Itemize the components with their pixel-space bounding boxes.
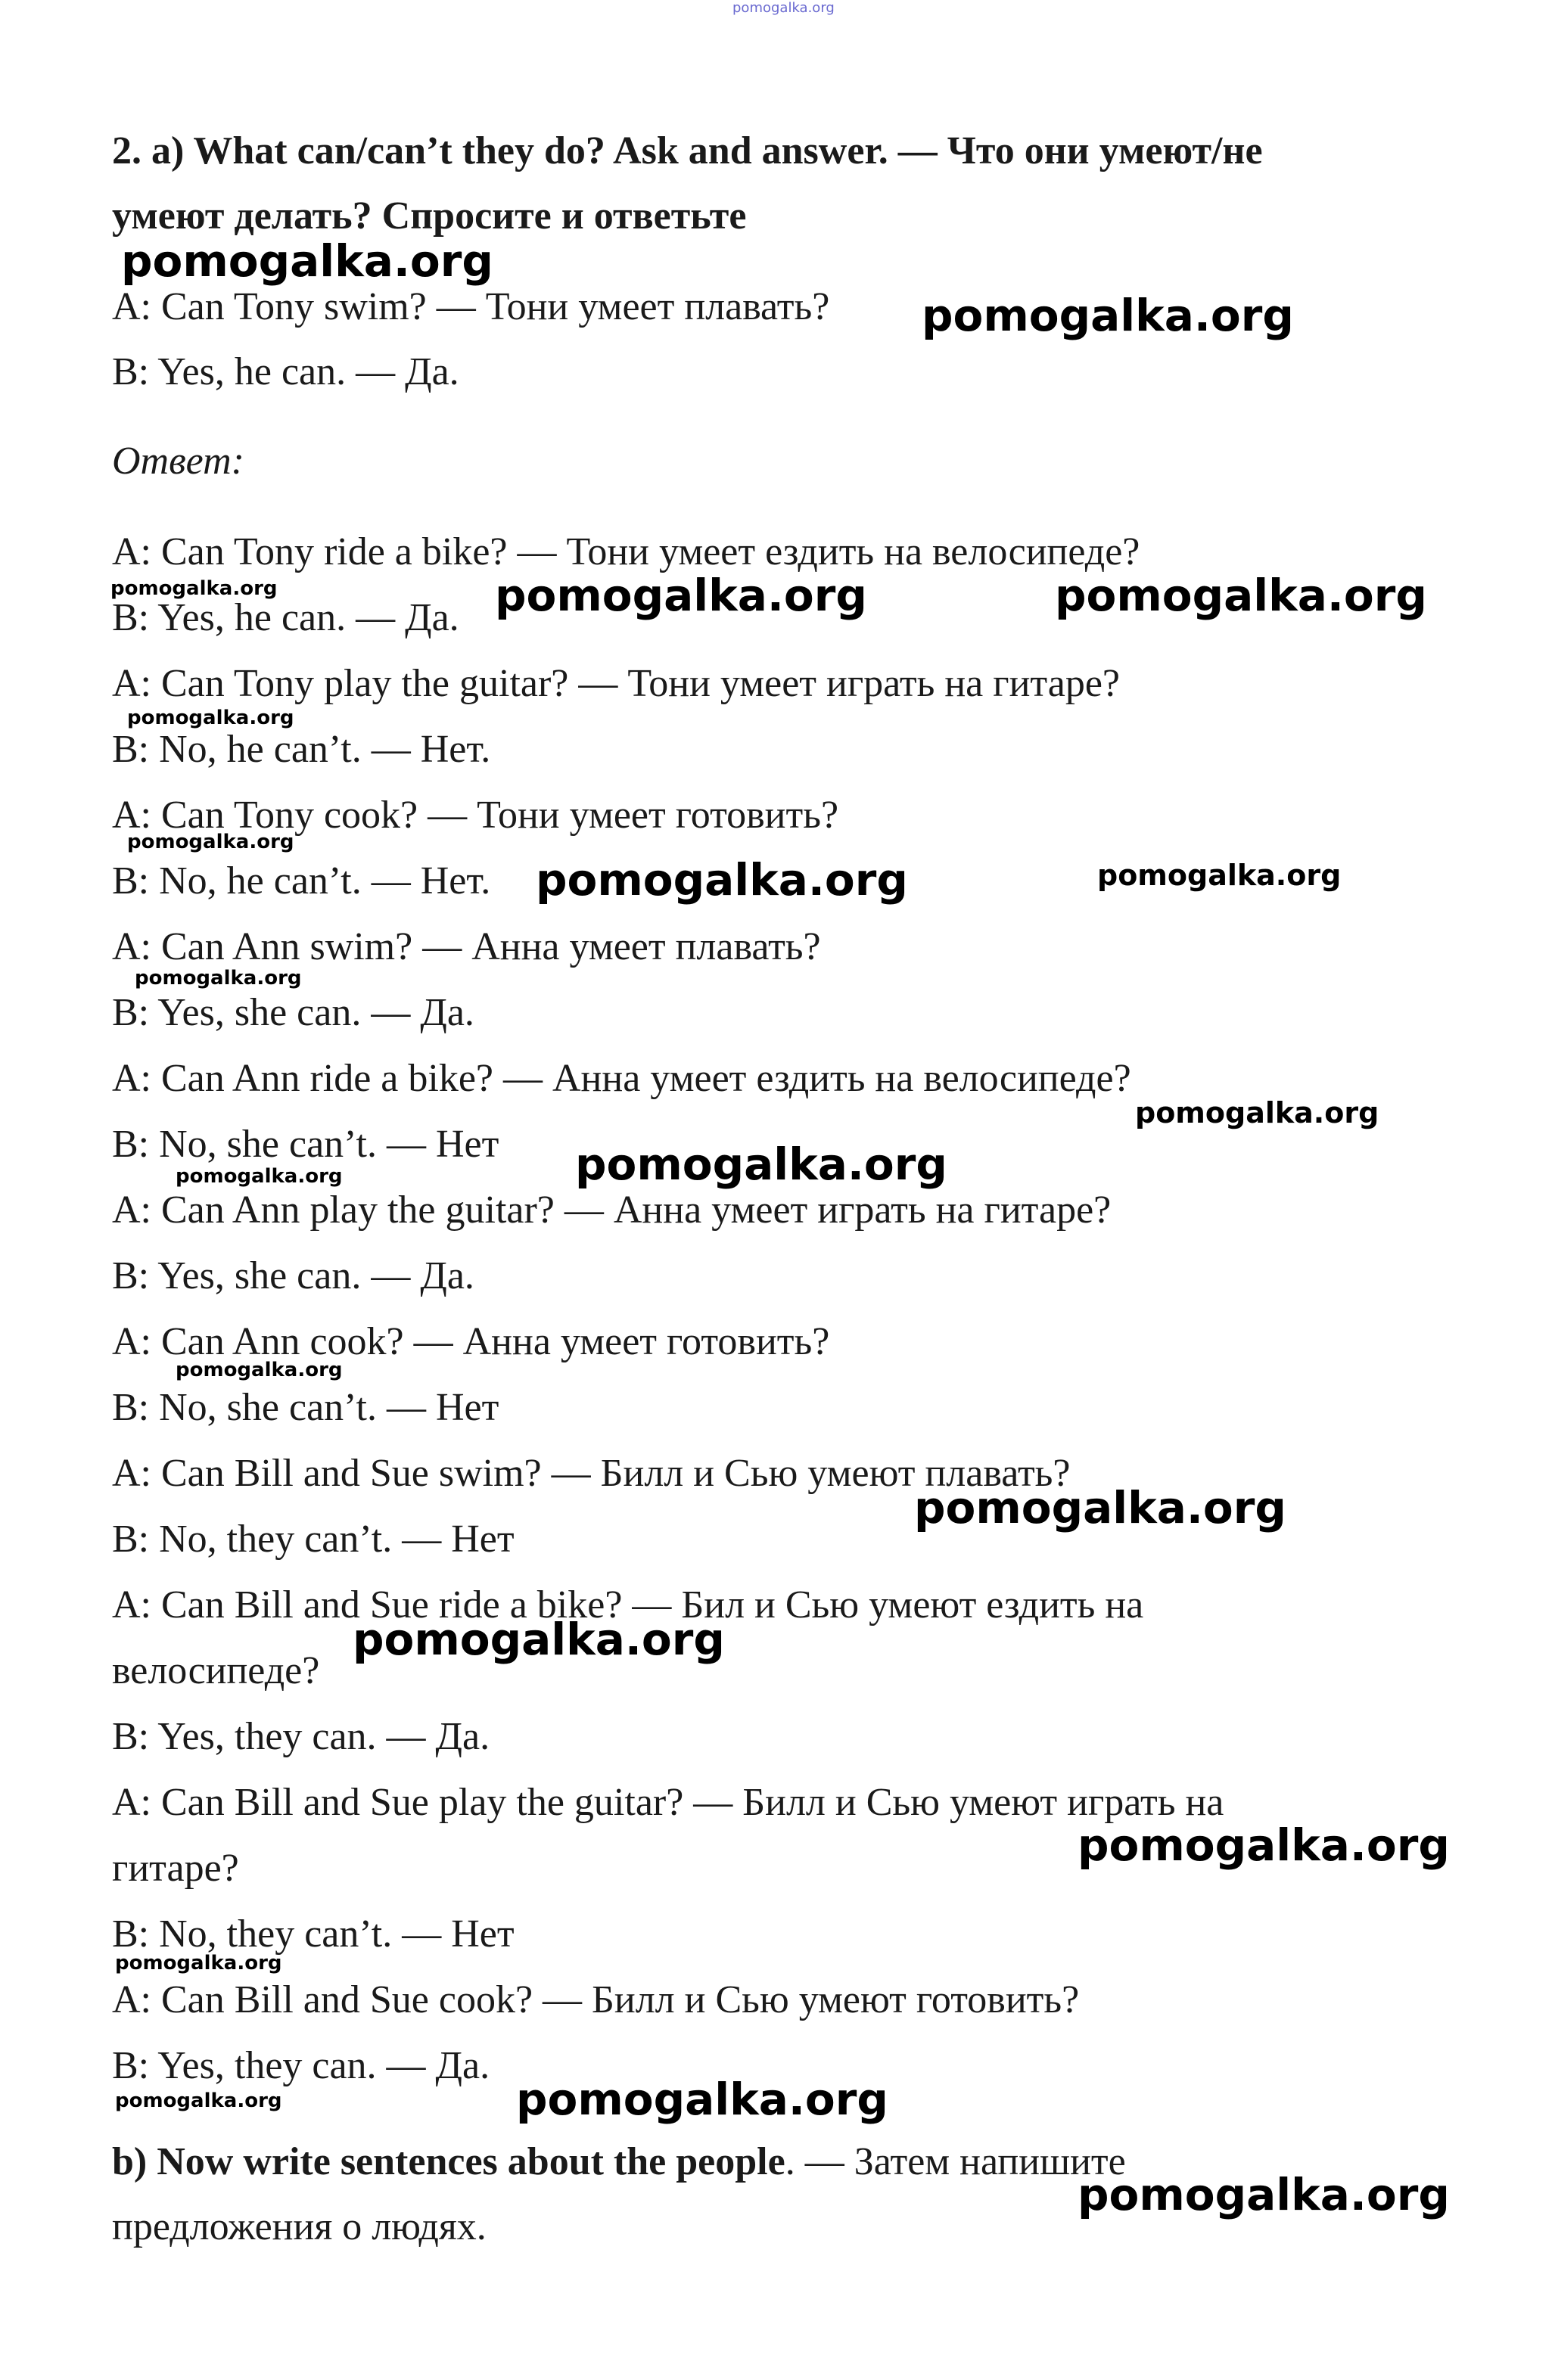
watermark: pomogalka.org — [176, 1165, 343, 1188]
dialogue-line: B: No, he can’t. — Нет. — [112, 859, 491, 903]
dialogue-line: A: Can Bill and Sue swim? — Билл и Сью умеют плавать? — [112, 1452, 1071, 1495]
part-b-line2: предложения о людях. — [112, 2205, 487, 2248]
watermark: pomogalka.org — [115, 2089, 282, 2112]
watermark: pomogalka.org — [353, 1614, 725, 1665]
header-watermark: pomogalka.org — [732, 0, 835, 16]
watermark: pomogalka.org — [121, 235, 493, 287]
part-b-line1 — [112, 2142, 1126, 2182]
watermark: pomogalka.org — [115, 1952, 282, 1975]
watermark: pomogalka.org — [1078, 2169, 1450, 2220]
task-title-line2: умеют делать? Спросите и ответьте — [112, 194, 747, 238]
example-answer: B: Yes, he can. — Да. — [112, 350, 459, 393]
dialogue-line: A: Can Bill and Sue play the guitar? — Билл и Сью умеют играть на — [112, 1781, 1224, 1824]
watermark: pomogalka.org — [135, 967, 302, 990]
dialogue-line: B: No, she can’t. — Нет — [112, 1386, 499, 1429]
watermark: pomogalka.org — [536, 854, 908, 906]
watermark: pomogalka.org — [110, 577, 278, 600]
watermark: pomogalka.org — [1097, 859, 1342, 892]
dialogue-line: B: Yes, they can. — Да. — [112, 2044, 490, 2087]
dialogue-line: A: Can Ann play the guitar? — Анна умеет играть на гитаре? — [112, 1188, 1112, 1232]
watermark: pomogalka.org — [1078, 1819, 1450, 1871]
dialogue-line: гитаре? — [112, 1847, 239, 1890]
dialogue-line: велосипеде? — [112, 1649, 320, 1692]
watermark: pomogalka.org — [914, 1482, 1286, 1533]
watermark: pomogalka.org — [176, 1359, 343, 1381]
dialogue-line: A: Can Tony cook? — Тони умеет готовить? — [112, 794, 839, 837]
watermark: pomogalka.org — [516, 2074, 888, 2125]
watermark: pomogalka.org — [495, 570, 867, 621]
example-question: A: Can Tony swim? — Тони умеет плавать? — [112, 285, 830, 328]
dialogue-line: A: Can Tony play the guitar? — Тони умеет играть на гитаре? — [112, 662, 1120, 705]
dialogue-line: A: Can Ann ride a bike? — Анна умеет ездить на велосипеде? — [112, 1057, 1131, 1100]
dialogue-line: B: Yes, she can. — Да. — [112, 991, 474, 1034]
part-b-rest: . — Затем напишите — [785, 2140, 1126, 2183]
dialogue-line: B: No, she can’t. — Нет — [112, 1123, 499, 1166]
part-b-bold: b) Now write sentences about the people — [112, 2140, 785, 2183]
watermark: pomogalka.org — [1135, 1096, 1379, 1129]
dialogue-line: B: Yes, they can. — Да. — [112, 1715, 490, 1758]
task-title-line1: 2. a) What can/can’t they do? Ask and answer. — Что они умеют/не — [112, 129, 1263, 172]
dialogue-line: A: Can Ann cook? — Анна умеет готовить? — [112, 1320, 830, 1363]
answer-label: Ответ: — [112, 440, 244, 483]
dialogue-line: B: No, they can’t. — Нет — [112, 1518, 515, 1561]
dialogue-line: B: Yes, he can. — Да. — [112, 596, 459, 639]
watermark: pomogalka.org — [1055, 570, 1427, 621]
watermark: pomogalka.org — [127, 831, 294, 853]
watermark: pomogalka.org — [575, 1139, 947, 1190]
dialogue-line: A: Can Tony ride a bike? — Тони умеет ездить на велосипеде? — [112, 530, 1140, 573]
dialogue-line: A: Can Bill and Sue cook? — Билл и Сью умеют готовить? — [112, 1978, 1080, 2021]
dialogue-line: B: No, he can’t. — Нет. — [112, 728, 491, 771]
dialogue-line: A: Can Bill and Sue ride a bike? — Бил и Сью умеют ездить на — [112, 1583, 1144, 1627]
dialogue-line: B: Yes, she can. — Да. — [112, 1254, 474, 1297]
dialogue-line: B: No, they can’t. — Нет — [112, 1912, 515, 1956]
dialogue-line: A: Can Ann swim? — Анна умеет плавать? — [112, 925, 821, 968]
watermark: pomogalka.org — [922, 290, 1294, 341]
watermark: pomogalka.org — [127, 707, 294, 729]
